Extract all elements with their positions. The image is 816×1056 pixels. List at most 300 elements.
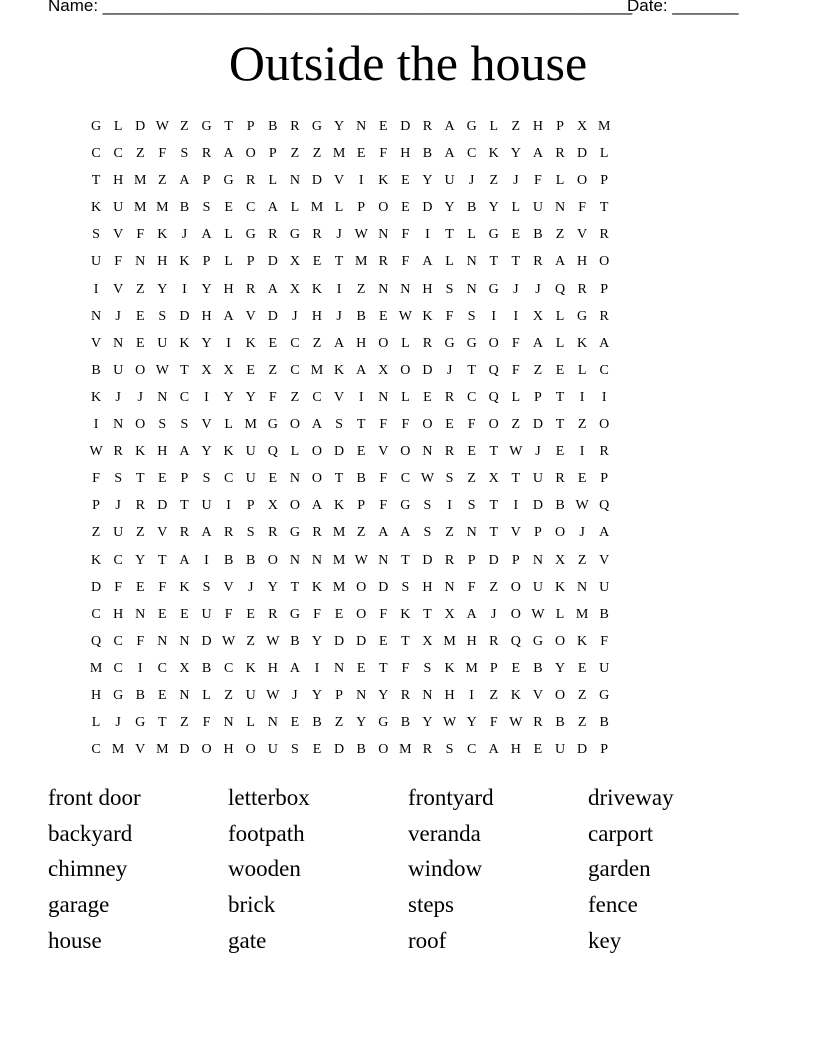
grid-letter[interactable]: J bbox=[115, 498, 121, 514]
grid-letter[interactable]: T bbox=[180, 498, 189, 514]
grid-letter[interactable]: W bbox=[354, 227, 368, 243]
grid-letter[interactable]: H bbox=[577, 254, 588, 270]
grid-letter[interactable]: O bbox=[311, 444, 323, 460]
grid-letter[interactable]: W bbox=[89, 444, 103, 460]
name-field[interactable]: Name: ________________________________________________________ bbox=[48, 0, 633, 15]
grid-letter[interactable]: D bbox=[135, 119, 146, 134]
grid-letter[interactable]: E bbox=[401, 173, 410, 189]
grid-letter[interactable]: K bbox=[90, 200, 102, 216]
grid-letter[interactable]: V bbox=[113, 281, 124, 297]
grid-letter[interactable]: M bbox=[310, 362, 324, 378]
grid-letter[interactable]: T bbox=[401, 633, 410, 649]
grid-letter[interactable]: P bbox=[246, 254, 255, 270]
grid-letter[interactable]: H bbox=[356, 335, 367, 351]
grid-letter[interactable]: L bbox=[246, 715, 255, 731]
grid-letter[interactable]: J bbox=[535, 444, 541, 460]
grid-letter[interactable]: K bbox=[245, 335, 256, 351]
grid-letter[interactable]: Z bbox=[577, 715, 587, 731]
grid-letter[interactable]: G bbox=[289, 525, 300, 541]
grid-letter[interactable]: C bbox=[400, 471, 411, 487]
grid-letter[interactable]: M bbox=[354, 254, 368, 270]
grid-letter[interactable]: U bbox=[90, 254, 102, 270]
grid-letter[interactable]: N bbox=[378, 552, 389, 568]
grid-letter[interactable]: B bbox=[599, 715, 609, 731]
grid-letter[interactable]: L bbox=[202, 687, 211, 703]
grid-letter[interactable]: Z bbox=[577, 417, 587, 433]
grid-letter[interactable]: J bbox=[336, 308, 342, 324]
grid-letter[interactable]: T bbox=[334, 471, 344, 487]
grid-letter[interactable]: O bbox=[201, 742, 212, 758]
grid-letter[interactable]: P bbox=[534, 389, 542, 405]
grid-letter[interactable]: U bbox=[113, 525, 124, 541]
grid-letter[interactable]: O bbox=[289, 498, 300, 514]
grid-letter[interactable]: I bbox=[93, 417, 99, 433]
grid-letter[interactable]: C bbox=[91, 742, 101, 758]
grid-letter[interactable]: S bbox=[290, 742, 299, 758]
grid-letter[interactable]: B bbox=[135, 687, 145, 703]
grid-letter[interactable]: Q bbox=[488, 389, 499, 405]
grid-letter[interactable]: C bbox=[223, 660, 234, 676]
grid-letter[interactable]: C bbox=[113, 146, 123, 162]
grid-letter[interactable]: Y bbox=[311, 633, 323, 649]
grid-letter[interactable]: H bbox=[444, 687, 455, 703]
grid-letter[interactable]: A bbox=[267, 281, 278, 297]
grid-letter[interactable]: R bbox=[599, 308, 609, 324]
grid-letter[interactable]: P bbox=[202, 254, 211, 270]
grid-letter[interactable]: B bbox=[290, 633, 300, 649]
grid-letter[interactable]: G bbox=[444, 335, 455, 351]
grid-letter[interactable]: R bbox=[422, 742, 433, 758]
grid-letter[interactable]: A bbox=[179, 444, 190, 460]
grid-letter[interactable]: R bbox=[555, 471, 565, 487]
grid-letter[interactable]: T bbox=[356, 417, 366, 433]
grid-letter[interactable]: T bbox=[224, 119, 233, 134]
grid-letter[interactable]: H bbox=[422, 281, 433, 297]
grid-letter[interactable]: G bbox=[577, 308, 588, 324]
grid-letter[interactable]: L bbox=[401, 389, 410, 405]
grid-letter[interactable]: P bbox=[268, 146, 277, 162]
grid-letter[interactable]: P bbox=[180, 471, 189, 487]
grid-letter[interactable]: M bbox=[156, 200, 169, 216]
grid-letter[interactable]: L bbox=[334, 200, 344, 216]
grid-letter[interactable]: G bbox=[90, 119, 102, 134]
grid-letter[interactable]: X bbox=[201, 362, 212, 378]
grid-letter[interactable]: Q bbox=[554, 281, 566, 297]
grid-letter[interactable]: Z bbox=[577, 552, 587, 568]
grid-letter[interactable]: L bbox=[268, 173, 278, 189]
grid-letter[interactable]: D bbox=[488, 552, 499, 568]
grid-letter[interactable]: G bbox=[466, 335, 477, 351]
grid-letter[interactable]: R bbox=[223, 525, 234, 541]
grid-letter[interactable]: Z bbox=[91, 525, 101, 541]
grid-letter[interactable]: U bbox=[532, 579, 543, 595]
grid-letter[interactable]: E bbox=[158, 606, 167, 622]
grid-letter[interactable]: E bbox=[423, 389, 432, 405]
grid-letter[interactable]: D bbox=[334, 742, 345, 758]
grid-letter[interactable]: I bbox=[93, 281, 99, 297]
grid-letter[interactable]: E bbox=[246, 606, 255, 622]
grid-letter[interactable]: G bbox=[488, 281, 499, 297]
grid-letter[interactable]: P bbox=[246, 119, 255, 134]
grid-letter[interactable]: R bbox=[555, 146, 565, 162]
grid-letter[interactable]: I bbox=[491, 308, 497, 324]
grid-letter[interactable]: G bbox=[378, 715, 389, 731]
grid-letter[interactable]: A bbox=[179, 173, 190, 189]
grid-letter[interactable]: A bbox=[223, 308, 234, 324]
grid-letter[interactable]: K bbox=[179, 579, 190, 595]
grid-letter[interactable]: X bbox=[488, 471, 499, 487]
grid-letter[interactable]: O bbox=[135, 417, 146, 433]
grid-letter[interactable]: G bbox=[135, 715, 146, 731]
grid-letter[interactable]: L bbox=[489, 119, 499, 134]
grid-letter[interactable]: S bbox=[401, 579, 410, 595]
grid-letter[interactable]: D bbox=[267, 254, 278, 270]
grid-letter[interactable]: A bbox=[378, 525, 389, 541]
grid-letter[interactable]: D bbox=[378, 579, 389, 595]
grid-letter[interactable]: L bbox=[467, 227, 476, 243]
grid-letter[interactable]: D bbox=[157, 498, 168, 514]
grid-letter[interactable]: C bbox=[290, 362, 300, 378]
grid-letter[interactable]: M bbox=[465, 660, 478, 676]
grid-letter[interactable]: Z bbox=[555, 227, 565, 243]
grid-letter[interactable]: R bbox=[113, 444, 123, 460]
grid-letter[interactable]: K bbox=[510, 687, 521, 703]
grid-letter[interactable]: L bbox=[555, 308, 565, 324]
grid-letter[interactable]: Z bbox=[224, 687, 233, 703]
grid-letter[interactable]: N bbox=[135, 606, 146, 622]
grid-letter[interactable]: A bbox=[223, 146, 234, 162]
grid-letter[interactable]: S bbox=[114, 471, 123, 487]
grid-letter[interactable]: B bbox=[555, 498, 565, 514]
grid-letter[interactable]: E bbox=[511, 227, 521, 243]
grid-letter[interactable]: Y bbox=[554, 660, 566, 676]
grid-letter[interactable]: K bbox=[90, 552, 102, 568]
grid-letter[interactable]: X bbox=[532, 308, 543, 324]
grid-letter[interactable]: B bbox=[201, 660, 212, 676]
grid-letter[interactable]: M bbox=[89, 660, 103, 676]
grid-letter[interactable]: G bbox=[400, 498, 411, 514]
grid-letter[interactable]: O bbox=[245, 146, 256, 162]
grid-letter[interactable]: P bbox=[357, 498, 366, 514]
grid-letter[interactable]: F bbox=[401, 417, 410, 433]
grid-letter[interactable]: T bbox=[489, 498, 499, 514]
grid-letter[interactable]: I bbox=[513, 308, 519, 324]
grid-letter[interactable]: O bbox=[488, 417, 499, 433]
grid-letter[interactable]: G bbox=[488, 227, 499, 243]
grid-letter[interactable]: O bbox=[356, 579, 367, 595]
grid-letter[interactable]: S bbox=[445, 742, 454, 758]
grid-letter[interactable]: N bbox=[289, 552, 300, 568]
grid-letter[interactable]: L bbox=[555, 335, 565, 351]
grid-letter[interactable]: B bbox=[268, 119, 278, 134]
grid-letter[interactable]: F bbox=[511, 335, 520, 351]
grid-letter[interactable]: P bbox=[600, 281, 609, 297]
grid-letter[interactable]: O bbox=[311, 471, 323, 487]
grid-letter[interactable]: J bbox=[292, 687, 298, 703]
grid-letter[interactable]: E bbox=[378, 633, 388, 649]
grid-letter[interactable]: X bbox=[577, 119, 588, 134]
grid-letter[interactable]: N bbox=[157, 389, 168, 405]
grid-letter[interactable]: Z bbox=[290, 389, 300, 405]
grid-letter[interactable]: S bbox=[423, 660, 432, 676]
grid-letter[interactable]: U bbox=[113, 200, 124, 216]
grid-letter[interactable]: W bbox=[155, 119, 169, 134]
grid-letter[interactable]: V bbox=[532, 687, 543, 703]
grid-letter[interactable]: N bbox=[466, 254, 477, 270]
grid-letter[interactable]: M bbox=[111, 742, 125, 758]
grid-letter[interactable]: T bbox=[555, 389, 565, 405]
grid-letter[interactable]: Y bbox=[422, 715, 433, 731]
grid-letter[interactable]: H bbox=[201, 308, 212, 324]
grid-letter[interactable]: P bbox=[600, 742, 609, 758]
grid-letter[interactable]: Y bbox=[488, 200, 499, 216]
grid-letter[interactable]: E bbox=[135, 308, 145, 324]
grid-letter[interactable]: Y bbox=[378, 687, 389, 703]
grid-letter[interactable]: I bbox=[358, 173, 364, 189]
grid-letter[interactable]: C bbox=[466, 389, 477, 405]
grid-letter[interactable]: H bbox=[267, 660, 278, 676]
grid-letter[interactable]: K bbox=[378, 173, 389, 189]
grid-letter[interactable]: C bbox=[290, 335, 300, 351]
grid-letter[interactable]: U bbox=[599, 579, 610, 595]
grid-letter[interactable]: Y bbox=[311, 687, 323, 703]
grid-letter[interactable]: R bbox=[444, 552, 455, 568]
grid-letter[interactable]: D bbox=[334, 633, 345, 649]
grid-letter[interactable]: A bbox=[400, 525, 411, 541]
grid-letter[interactable]: C bbox=[466, 146, 477, 162]
grid-letter[interactable]: F bbox=[158, 579, 167, 595]
grid-letter[interactable]: U bbox=[444, 173, 455, 189]
grid-letter[interactable]: T bbox=[489, 254, 499, 270]
date-field[interactable]: Date: _______ bbox=[627, 0, 739, 15]
grid-letter[interactable]: T bbox=[511, 471, 521, 487]
grid-letter[interactable]: E bbox=[378, 308, 388, 324]
grid-letter[interactable]: G bbox=[599, 687, 610, 703]
grid-letter[interactable]: E bbox=[511, 660, 521, 676]
grid-letter[interactable]: Z bbox=[268, 362, 278, 378]
grid-letter[interactable]: D bbox=[311, 173, 323, 189]
grid-letter[interactable]: R bbox=[135, 498, 145, 514]
grid-letter[interactable]: R bbox=[246, 281, 256, 297]
grid-letter[interactable]: V bbox=[378, 444, 389, 460]
grid-letter[interactable]: Z bbox=[290, 146, 300, 162]
grid-letter[interactable]: G bbox=[289, 227, 300, 243]
grid-letter[interactable]: E bbox=[577, 471, 587, 487]
grid-letter[interactable]: Y bbox=[201, 444, 212, 460]
grid-letter[interactable]: Z bbox=[511, 119, 521, 134]
grid-letter[interactable]: U bbox=[201, 498, 212, 514]
grid-letter[interactable]: Y bbox=[223, 389, 234, 405]
grid-letter[interactable]: Y bbox=[157, 281, 168, 297]
grid-letter[interactable]: S bbox=[180, 417, 189, 433]
grid-letter[interactable]: P bbox=[246, 498, 255, 514]
grid-letter[interactable]: A bbox=[267, 200, 278, 216]
grid-letter[interactable]: N bbox=[554, 200, 566, 216]
grid-letter[interactable]: S bbox=[202, 579, 211, 595]
grid-letter[interactable]: F bbox=[600, 633, 609, 649]
grid-letter[interactable]: Z bbox=[312, 335, 322, 351]
grid-letter[interactable]: I bbox=[226, 498, 231, 514]
grid-letter[interactable]: I bbox=[358, 389, 364, 405]
grid-letter[interactable]: H bbox=[311, 308, 323, 324]
grid-letter[interactable]: T bbox=[489, 444, 499, 460]
grid-letter[interactable]: B bbox=[466, 200, 477, 216]
grid-letter[interactable]: H bbox=[157, 254, 168, 270]
grid-letter[interactable]: S bbox=[445, 471, 454, 487]
grid-letter[interactable]: T bbox=[423, 606, 432, 622]
grid-letter[interactable]: R bbox=[268, 525, 278, 541]
grid-letter[interactable]: B bbox=[533, 660, 543, 676]
grid-letter[interactable]: X bbox=[289, 254, 300, 270]
grid-letter[interactable]: G bbox=[267, 417, 278, 433]
grid-letter[interactable]: K bbox=[444, 660, 455, 676]
grid-letter[interactable]: S bbox=[445, 281, 454, 297]
grid-letter[interactable]: O bbox=[510, 579, 521, 595]
grid-letter[interactable]: F bbox=[136, 227, 145, 243]
grid-letter[interactable]: U bbox=[267, 742, 278, 758]
grid-letter[interactable]: K bbox=[311, 281, 323, 297]
grid-letter[interactable]: V bbox=[334, 173, 345, 189]
grid-letter[interactable]: E bbox=[290, 715, 300, 731]
grid-letter[interactable]: M bbox=[575, 606, 589, 622]
grid-letter[interactable]: Z bbox=[356, 281, 366, 297]
grid-letter[interactable]: S bbox=[423, 498, 432, 514]
grid-letter[interactable]: F bbox=[379, 498, 388, 514]
grid-letter[interactable]: C bbox=[599, 362, 609, 378]
grid-letter[interactable]: E bbox=[356, 146, 366, 162]
grid-letter[interactable]: M bbox=[332, 525, 346, 541]
grid-letter[interactable]: Q bbox=[599, 498, 610, 514]
grid-letter[interactable]: M bbox=[332, 146, 346, 162]
grid-letter[interactable]: D bbox=[532, 417, 543, 433]
grid-letter[interactable]: J bbox=[181, 227, 188, 243]
grid-letter[interactable]: I bbox=[447, 498, 452, 514]
grid-letter[interactable]: O bbox=[245, 742, 256, 758]
grid-letter[interactable]: P bbox=[600, 471, 609, 487]
grid-letter[interactable]: Z bbox=[356, 525, 366, 541]
grid-letter[interactable]: D bbox=[201, 633, 212, 649]
grid-letter[interactable]: X bbox=[179, 660, 190, 676]
grid-letter[interactable]: N bbox=[289, 471, 300, 487]
grid-letter[interactable]: T bbox=[135, 471, 145, 487]
grid-letter[interactable]: D bbox=[179, 308, 190, 324]
grid-letter[interactable]: R bbox=[533, 254, 543, 270]
grid-letter[interactable]: S bbox=[246, 525, 255, 541]
grid-letter[interactable]: J bbox=[292, 308, 298, 324]
grid-letter[interactable]: Y bbox=[201, 281, 212, 297]
grid-letter[interactable]: Z bbox=[489, 687, 499, 703]
grid-letter[interactable]: E bbox=[135, 335, 145, 351]
grid-letter[interactable]: N bbox=[135, 254, 146, 270]
grid-letter[interactable]: F bbox=[379, 417, 388, 433]
grid-letter[interactable]: M bbox=[332, 579, 346, 595]
grid-letter[interactable]: Z bbox=[577, 687, 587, 703]
grid-letter[interactable]: T bbox=[180, 362, 189, 378]
grid-letter[interactable]: U bbox=[245, 471, 256, 487]
grid-letter[interactable]: M bbox=[310, 200, 324, 216]
grid-letter[interactable]: S bbox=[158, 308, 167, 324]
grid-letter[interactable]: S bbox=[202, 471, 211, 487]
grid-letter[interactable]: U bbox=[532, 471, 543, 487]
grid-letter[interactable]: O bbox=[400, 444, 411, 460]
grid-letter[interactable]: O bbox=[400, 362, 411, 378]
grid-letter[interactable]: U bbox=[157, 335, 168, 351]
grid-letter[interactable]: G bbox=[466, 119, 477, 134]
grid-letter[interactable]: P bbox=[556, 119, 564, 134]
grid-letter[interactable]: A bbox=[599, 335, 610, 351]
grid-letter[interactable]: Q bbox=[90, 633, 102, 649]
grid-letter[interactable]: U bbox=[113, 362, 124, 378]
grid-letter[interactable]: L bbox=[555, 173, 565, 189]
grid-letter[interactable]: V bbox=[577, 227, 588, 243]
grid-letter[interactable]: B bbox=[400, 715, 411, 731]
grid-letter[interactable]: A bbox=[201, 227, 212, 243]
grid-letter[interactable]: Z bbox=[158, 173, 167, 189]
grid-letter[interactable]: I bbox=[182, 281, 187, 297]
grid-letter[interactable]: G bbox=[311, 119, 323, 134]
grid-letter[interactable]: T bbox=[158, 552, 167, 568]
grid-letter[interactable]: N bbox=[179, 687, 190, 703]
grid-letter[interactable]: Z bbox=[135, 146, 145, 162]
grid-letter[interactable]: N bbox=[356, 119, 367, 134]
grid-letter[interactable]: F bbox=[379, 146, 388, 162]
grid-letter[interactable]: U bbox=[201, 606, 212, 622]
grid-letter[interactable]: H bbox=[223, 281, 234, 297]
grid-letter[interactable]: U bbox=[532, 200, 543, 216]
grid-letter[interactable]: F bbox=[379, 471, 388, 487]
grid-letter[interactable]: P bbox=[335, 687, 343, 703]
grid-letter[interactable]: Z bbox=[312, 146, 322, 162]
grid-letter[interactable]: J bbox=[513, 173, 519, 189]
grid-letter[interactable]: R bbox=[201, 146, 212, 162]
grid-letter[interactable]: A bbox=[356, 362, 367, 378]
grid-letter[interactable]: N bbox=[113, 417, 124, 433]
grid-letter[interactable]: W bbox=[531, 606, 545, 622]
grid-letter[interactable]: M bbox=[443, 633, 456, 649]
grid-letter[interactable]: P bbox=[534, 525, 542, 541]
grid-letter[interactable]: R bbox=[444, 389, 455, 405]
grid-letter[interactable]: X bbox=[289, 281, 300, 297]
grid-letter[interactable]: X bbox=[223, 362, 234, 378]
grid-letter[interactable]: F bbox=[401, 660, 410, 676]
grid-letter[interactable]: T bbox=[378, 660, 388, 676]
grid-letter[interactable]: S bbox=[335, 417, 343, 433]
grid-letter[interactable]: I bbox=[336, 281, 342, 297]
grid-letter[interactable]: V bbox=[334, 389, 345, 405]
grid-letter[interactable]: S bbox=[158, 417, 167, 433]
grid-letter[interactable]: F bbox=[489, 715, 498, 731]
grid-letter[interactable]: J bbox=[137, 389, 143, 405]
grid-letter[interactable]: T bbox=[511, 254, 521, 270]
grid-letter[interactable]: R bbox=[422, 335, 433, 351]
grid-letter[interactable]: C bbox=[179, 389, 190, 405]
grid-letter[interactable]: X bbox=[444, 606, 455, 622]
grid-letter[interactable]: C bbox=[91, 146, 101, 162]
grid-letter[interactable]: A bbox=[488, 742, 499, 758]
grid-letter[interactable]: F bbox=[136, 633, 145, 649]
grid-letter[interactable]: O bbox=[422, 417, 433, 433]
grid-letter[interactable]: Q bbox=[510, 633, 521, 649]
grid-letter[interactable]: R bbox=[422, 119, 433, 134]
grid-letter[interactable]: B bbox=[179, 200, 190, 216]
grid-letter[interactable]: D bbox=[356, 633, 367, 649]
grid-letter[interactable]: N bbox=[532, 552, 543, 568]
grid-letter[interactable]: I bbox=[469, 687, 474, 703]
grid-letter[interactable]: B bbox=[91, 362, 101, 378]
grid-letter[interactable]: T bbox=[401, 552, 410, 568]
grid-letter[interactable]: K bbox=[334, 362, 345, 378]
grid-letter[interactable]: L bbox=[290, 444, 300, 460]
